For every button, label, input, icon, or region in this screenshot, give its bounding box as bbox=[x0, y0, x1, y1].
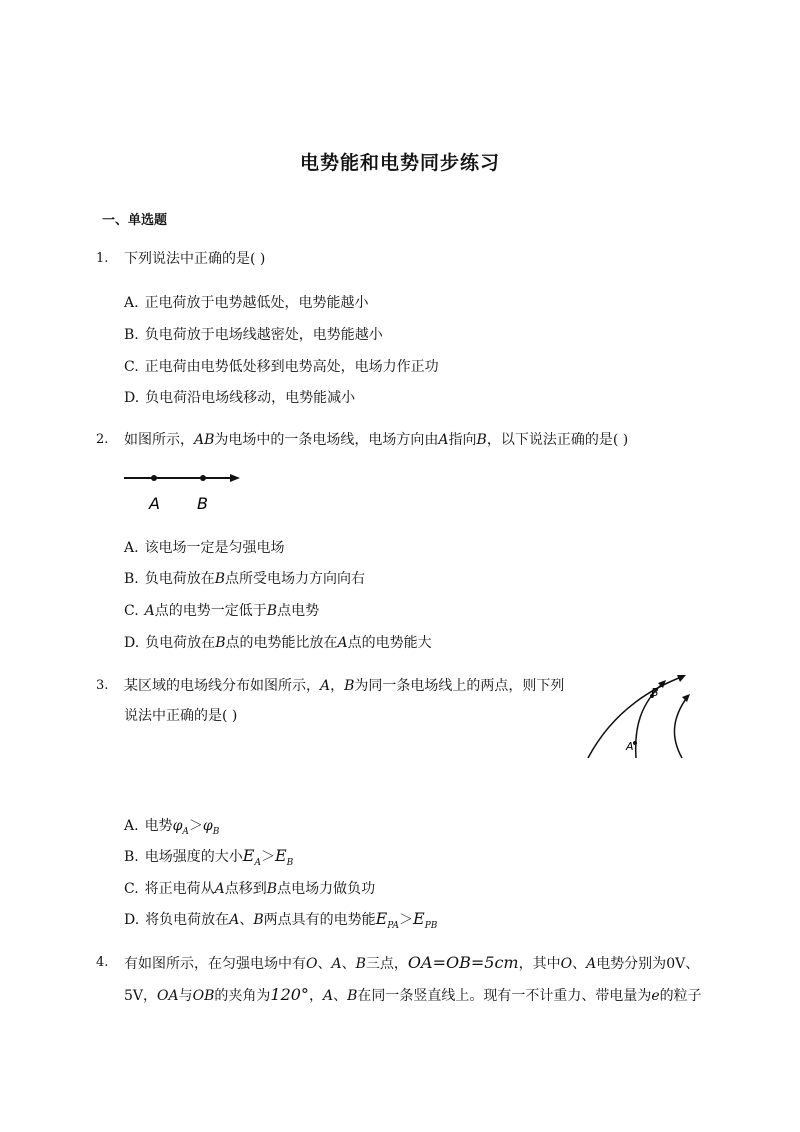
arrow-head-icon bbox=[230, 474, 240, 482]
label-a: A bbox=[626, 740, 634, 753]
option-b: B. 电场强度的大小$E_A>E_B$ bbox=[124, 846, 294, 868]
option-text: 负电荷放于电场线越密处，电势能越小 bbox=[144, 327, 383, 343]
question-number: 3. bbox=[96, 678, 109, 693]
point-a bbox=[151, 475, 157, 481]
question-stem: 下列说法中正确的是( ) bbox=[124, 251, 266, 267]
question-stem-line-2: 5V，OA与OB的夹角为120°，A、B在同一条竖直线上。现有一不计重力、带电量为e的粒子 bbox=[124, 985, 702, 1004]
question-number: 4. bbox=[96, 955, 109, 970]
field-line-right bbox=[674, 696, 688, 758]
point-b bbox=[200, 475, 206, 481]
option-text: 负电荷沿电场线移动，电势能减小 bbox=[145, 390, 356, 406]
option-a: A. 该电场一定是匀强电场 bbox=[124, 540, 285, 556]
option-d: D. 将负电荷放在A、B两点具有的电势能$E_{PA}>E_{PB}$ bbox=[124, 909, 438, 931]
option-c: C. A点的电势一定低于B点电势 bbox=[124, 603, 320, 619]
option-c bbox=[124, 356, 439, 376]
section-heading: 一、单选题 bbox=[102, 213, 168, 228]
question-stem: 如图所示，AB为电场中的一条电场线，电场方向由A指向B，以下说法正确的是( ) bbox=[124, 432, 629, 448]
question-number: 2. bbox=[96, 432, 109, 447]
question-stem-line-1: 某区域的电场线分布如图所示，A，B为同一条电场线上的两点，则下列 bbox=[124, 678, 565, 694]
point-a bbox=[633, 741, 637, 745]
option-label: C. bbox=[124, 359, 139, 375]
page-title: 电势能和电势同步练习 bbox=[299, 152, 500, 174]
option-a bbox=[124, 292, 369, 312]
label-b: B bbox=[651, 686, 659, 699]
option-b bbox=[124, 324, 383, 344]
field-line-figure bbox=[124, 466, 244, 514]
option-c: C. 将正电荷从A点移到B点电场力做负功 bbox=[124, 881, 376, 897]
arrow-head-icon bbox=[682, 694, 690, 702]
option-text: 正电荷由电势低处移到电势高处，电场力作正功 bbox=[144, 359, 439, 375]
option-label: B. bbox=[124, 327, 139, 343]
option-d: D. 负电荷放在B点的电势能比放在A点的电势能大 bbox=[124, 635, 432, 651]
question-stem-line-1: 有如图所示，在匀强电场中有O、A、B三点，OA=OB=5cm，其中O、A电势分别为0V、 bbox=[124, 953, 700, 972]
question-stem-line-2: 说法中正确的是( ) bbox=[124, 708, 238, 724]
curved-field-lines-figure bbox=[586, 664, 696, 768]
option-d bbox=[124, 387, 355, 407]
field-line-middle bbox=[636, 682, 664, 758]
label-a: A bbox=[149, 494, 160, 513]
label-b: B bbox=[197, 494, 208, 513]
option-b: B. 负电荷放在B点所受电场力方向向右 bbox=[124, 571, 366, 587]
option-label: A. bbox=[124, 295, 139, 311]
option-label: D. bbox=[124, 390, 140, 406]
option-a: A. 电势$\varphi_A>\varphi_B$ bbox=[124, 818, 220, 837]
question-number: 1. bbox=[96, 251, 109, 266]
option-text: 正电荷放于电势越低处，电势能越小 bbox=[144, 295, 369, 311]
